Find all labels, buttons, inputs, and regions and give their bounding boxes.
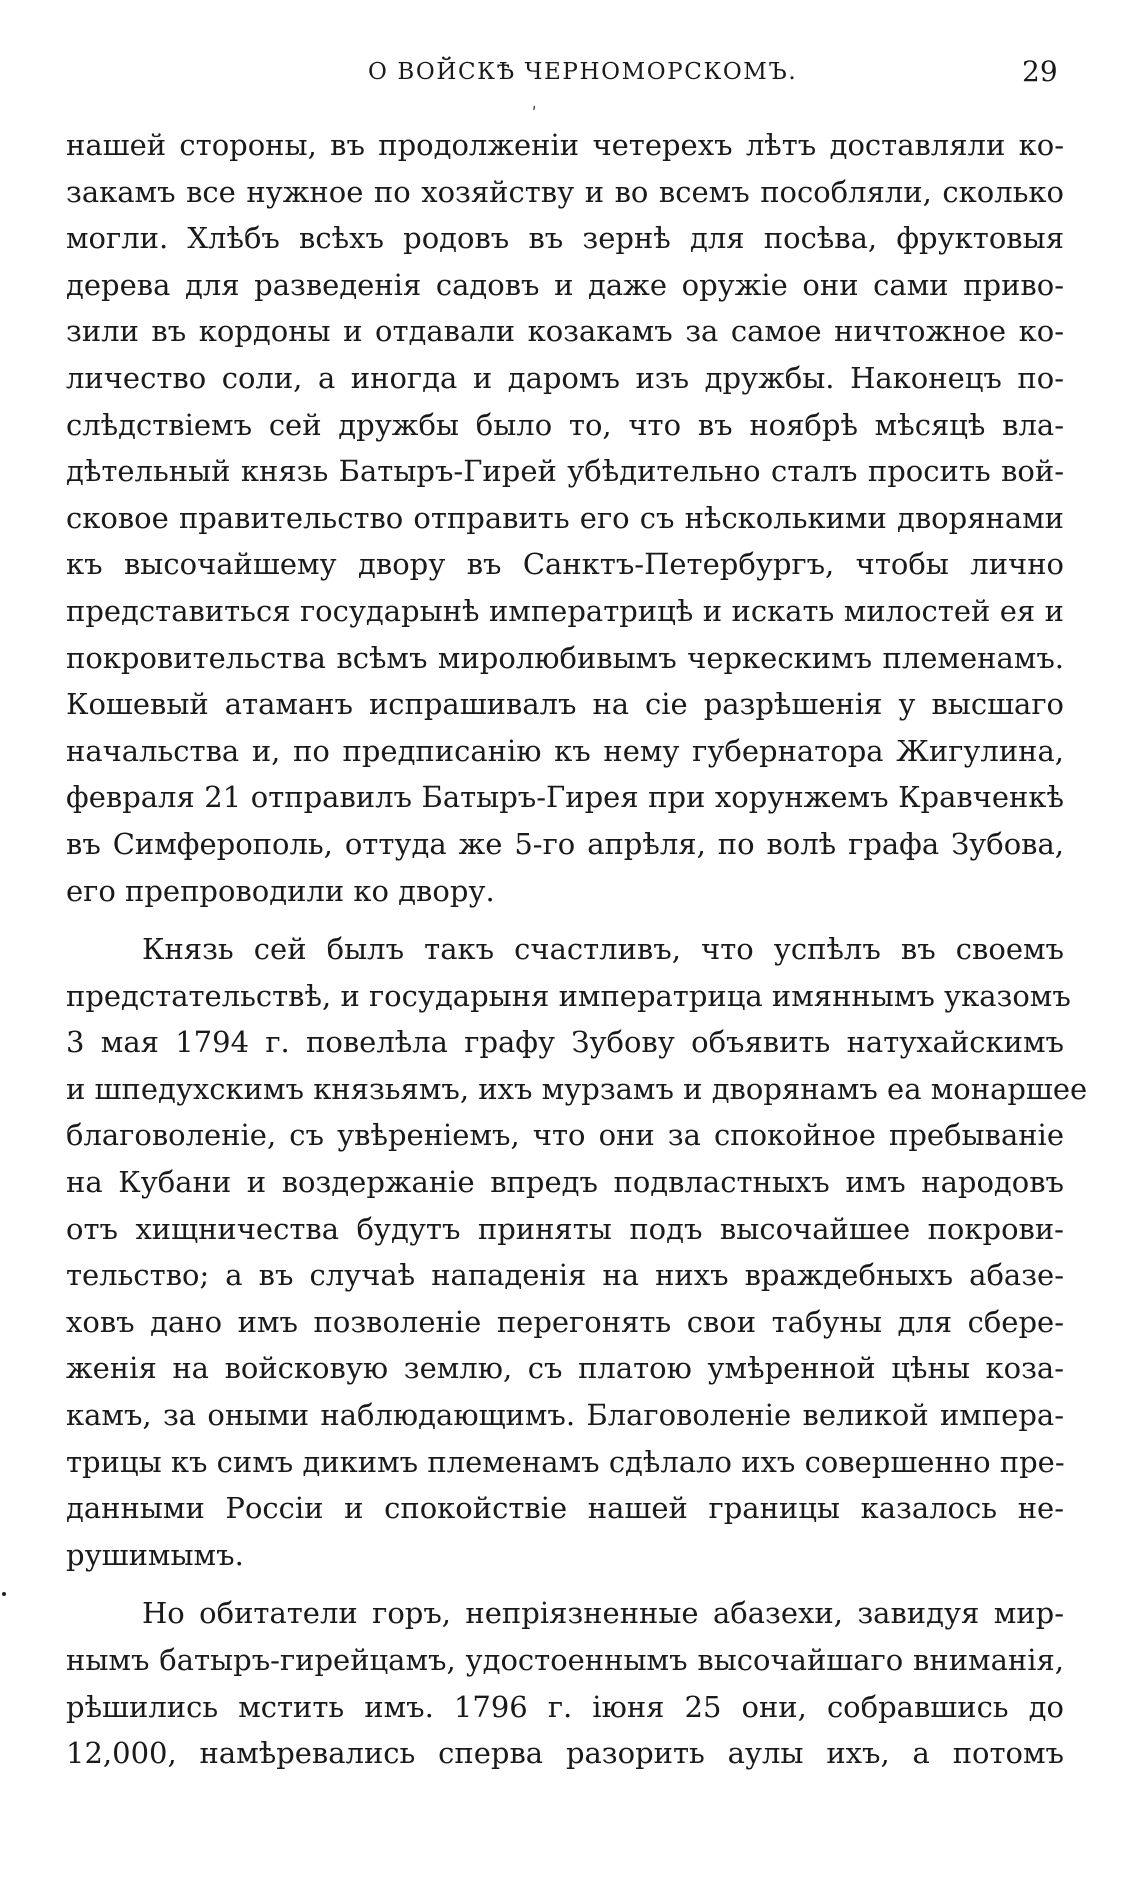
text-line: камъ, за оными наблюдающимъ. Благоволеніе великой импера-	[66, 1398, 1064, 1433]
text-line: февраля 21 отправилъ Батыръ-Гирея при хорунжемъ Кравченкѣ	[66, 780, 1064, 815]
text-line: и шпедухскимъ князьямъ, ихъ мурзамъ и дворянамъ еа монаршее	[66, 1071, 1088, 1106]
text-line: нымъ батыръ-гирейцамъ, удостоеннымъ высочайшаго вниманія,	[66, 1643, 1064, 1677]
paragraph-first-line: Князь сей былъ такъ счастливъ, что успѣлъ въ своемъ	[142, 932, 1064, 967]
text-line: женія на войсковую землю, съ платою умѣренной цѣны коза-	[66, 1351, 1064, 1386]
text-line: 3 мая 1794 г. повелѣла графу Зубову объявить натухайскимъ	[66, 1025, 1064, 1060]
margin-dot	[2, 1592, 6, 1596]
text-line: начальства и, по предписанію къ нему губернатора Жигулина,	[66, 733, 1064, 768]
text-line: закамъ все нужное по хозяйству и во всемъ пособляли, сколько	[66, 174, 1064, 209]
text-line: данными Россіи и спокойствіе нашей границы казалось не-	[66, 1491, 1064, 1526]
page-number: 29	[1022, 55, 1058, 88]
text-line: дерева для разведенія садовъ и даже оружіе они сами приво-	[66, 267, 1064, 302]
text-line: слѣдствіемъ сей дружбы было то, что въ ноябрѣ мѣсяцѣ вла-	[66, 407, 1064, 442]
text-line: на Кубани и воздержаніе впредъ подвластныхъ имъ народовъ	[66, 1165, 1064, 1200]
text-line: тельство; а въ случаѣ нападенія на нихъ враждебныхъ абазе-	[66, 1258, 1064, 1293]
text-line: ховъ дано имъ позволеніе перегонять свои табуны для сбере-	[66, 1304, 1064, 1339]
stray-print-mark: ʹ	[532, 104, 537, 123]
text-line: зили въ кордоны и отдавали козакамъ за самое ничтожное ко-	[66, 314, 1064, 349]
text-line: могли. Хлѣбъ всѣхъ родовъ въ зернѣ для посѣва, фруктовыя	[66, 221, 1064, 256]
text-line: его препроводили ко двору.	[66, 873, 495, 908]
text-line: покровительства всѣмъ миролюбивымъ черкескимъ племенамъ.	[66, 640, 1064, 675]
text-line: представиться государынѣ императрицѣ и искать милостей ея и	[66, 593, 1064, 628]
body-text	[66, 122, 1088, 1777]
text-line: отъ хищничества будутъ приняты подъ высочайшее покрови-	[66, 1211, 1064, 1246]
text-line: личество соли, а иногда и даромъ изъ дружбы. Наконецъ по-	[66, 360, 1064, 395]
paragraph-first-line: Но обитатели горъ, непріязненные абазехи, завидуя мир-	[142, 1596, 1064, 1631]
text-line: въ Симферополь, оттуда же 5-го апрѣля, по волѣ графа Зубова,	[66, 826, 1064, 861]
text-line: къ высочайшему двору въ Санктъ-Петербургъ, чтобы лично	[66, 547, 1064, 582]
text-line: предстательствѣ, и государыня императрица имяннымъ указомъ	[66, 978, 1071, 1013]
text-line: нашей стороны, въ продолженіи четерехъ лѣтъ доставляли ко-	[66, 128, 1064, 162]
text-line: сковое правительство отправить его съ нѣсколькими дворянами	[66, 500, 1064, 535]
text-line: Кошевый атаманъ испрашивалъ на сіе разрѣшенія у высшаго	[66, 687, 1064, 722]
running-title: О ВОЙСКѢ ЧЕРНОМОРСКОМЪ.	[368, 59, 798, 85]
text-line: 12,000, намѣревались сперва разорить аулы ихъ, а потомъ	[66, 1736, 1064, 1771]
text-line: дѣтельный князь Батыръ-Гирей убѣдительно сталъ просить вой-	[66, 454, 1064, 489]
text-line: благоволеніе, съ увѣреніемъ, что они за спокойное пребываніе	[66, 1118, 1064, 1153]
text-line: рушимымъ.	[66, 1537, 244, 1572]
running-head	[0, 52, 1140, 92]
text-line: рѣшились мстить имъ. 1796 г. іюня 25 они, собравшись до	[66, 1689, 1064, 1724]
text-line: трицы къ симъ дикимъ племенамъ сдѣлало ихъ совершенно пре-	[66, 1444, 1065, 1479]
